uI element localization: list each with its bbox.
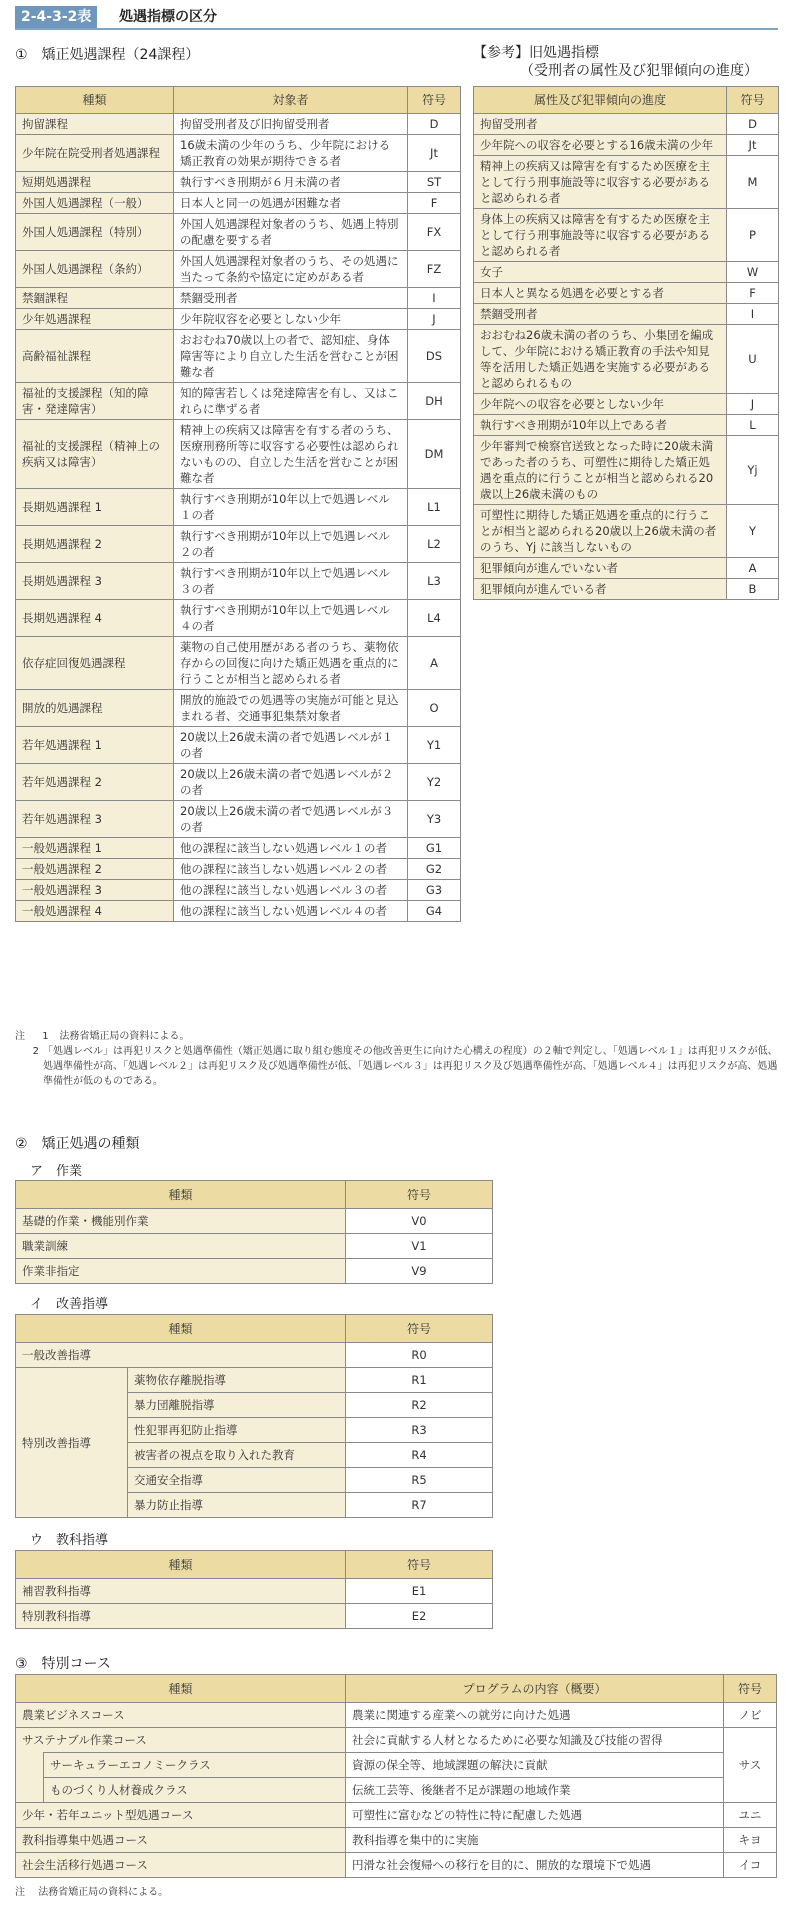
page-title: 処遇指標の区分 xyxy=(119,9,217,25)
kind-cell: 特別教科指導 xyxy=(16,1604,346,1629)
section1-heading: ① 矯正処遇課程（24課程） xyxy=(15,47,200,63)
kind-cell: 少年処遇課程 xyxy=(16,309,174,330)
table-row xyxy=(16,637,461,690)
code-cell: F xyxy=(727,283,779,304)
target-cell: 知的障害若しくは発達障害を有し、又はこれらに準ずる者 xyxy=(174,383,408,420)
kind-cell: 福祉的支援課程（精神上の疾病又は障害） xyxy=(16,420,174,489)
code-cell: L1 xyxy=(408,489,461,526)
kind-cell: 高齢福祉課程 xyxy=(16,330,174,383)
table-row xyxy=(16,1209,493,1234)
content-cell: 農業に関連する産業への就労に向けた処遇 xyxy=(346,1703,724,1728)
reference-heading: 【参考】旧処遇指標 （受刑者の属性及び犯罪傾向の進度） xyxy=(473,45,758,79)
kind-cell: ものづくり人材養成クラス xyxy=(44,1778,346,1803)
kind-cell: サーキュラーエコノミークラス xyxy=(44,1753,346,1778)
kind-cell: 若年処遇課程 3 xyxy=(16,801,174,838)
note-1: 注 1 法務省矯正局の資料による。 xyxy=(15,1031,190,1042)
table-row xyxy=(16,600,461,637)
code-cell: W xyxy=(727,262,779,283)
target-cell: 執行すべき刑期が６月未満の者 xyxy=(174,172,408,193)
code-cell: DM xyxy=(408,420,461,489)
code-cell: O xyxy=(408,690,461,727)
kind-cell: 少年院在院受刑者処遇課程 xyxy=(16,135,174,172)
table-row xyxy=(16,727,461,764)
reference-table xyxy=(473,86,779,600)
kind-cell: 禁錮課程 xyxy=(16,288,174,309)
kind-cell: 作業非指定 xyxy=(16,1259,346,1284)
target-cell: 執行すべき刑期が10年以上で処遇レベル１の者 xyxy=(174,489,408,526)
content-cell: 円滑な社会復帰への移行を目的に、開放的な環境下で処遇 xyxy=(346,1853,724,1878)
code-cell: ユニ xyxy=(724,1803,777,1828)
column-header-code: 符号 xyxy=(724,1675,777,1703)
guidance-table xyxy=(15,1314,493,1518)
education-table xyxy=(15,1550,493,1629)
table-number-badge: 2-4-3-2表 xyxy=(15,6,97,28)
column-header-code: 符号 xyxy=(346,1181,493,1209)
table-row xyxy=(16,1343,493,1368)
table-row xyxy=(474,283,779,304)
table-row xyxy=(16,901,461,922)
column-header-code: 符号 xyxy=(727,87,779,114)
table-row xyxy=(474,135,779,156)
content-cell: 教科指導を集中的に実施 xyxy=(346,1828,724,1853)
table-row xyxy=(474,325,779,394)
section2-heading: ② 矯正処遇の種類 xyxy=(15,1136,140,1152)
table-row xyxy=(16,764,461,801)
column-header-target: 対象者 xyxy=(174,87,408,114)
table-row xyxy=(474,558,779,579)
code-cell: キヨ xyxy=(724,1828,777,1853)
kind-cell: 交通安全指導 xyxy=(128,1468,346,1493)
target-cell: 外国人処遇課程対象者のうち、その処遇に当たって条約や協定に定めがある者 xyxy=(174,251,408,288)
table-row xyxy=(16,1753,777,1778)
code-cell: U xyxy=(727,325,779,394)
target-cell: 16歳未満の少年のうち、少年院における矯正教育の効果が期待できる者 xyxy=(174,135,408,172)
table-row xyxy=(16,859,461,880)
target-cell: おおむね70歳以上の者で、認知症、身体障害等により自立した生活を営むことが困難な者 xyxy=(174,330,408,383)
target-cell: 20歳以上26歳未満の者で処遇レベルが１の者 xyxy=(174,727,408,764)
kind-cell: サステナブル作業コース xyxy=(16,1728,346,1753)
code-cell: ST xyxy=(408,172,461,193)
work-heading: ア 作業 xyxy=(30,1164,83,1179)
indent-cell xyxy=(16,1753,44,1803)
kind-cell: 暴力防止指導 xyxy=(128,1493,346,1518)
code-cell: E2 xyxy=(346,1604,493,1629)
kind-cell: 長期処遇課程 3 xyxy=(16,563,174,600)
table-row xyxy=(16,214,461,251)
target-cell: 薬物の自己使用歴がある者のうち、薬物依存からの回復に向けた矯正処遇を重点的に行うことが相当と認められる者 xyxy=(174,637,408,690)
code-cell: V9 xyxy=(346,1259,493,1284)
kind-cell: 外国人処遇課程（特別） xyxy=(16,214,174,251)
content-cell: 可塑性に富むなどの特性に特に配慮した処遇 xyxy=(346,1803,724,1828)
kind-cell: 短期処遇課程 xyxy=(16,172,174,193)
note-2: 2 「処遇レベル」は再犯リスクと処遇準備性（矯正処遇に取り組む態度その他改善更生に向けた心構えの程度）の２軸で判定し、「処遇レベル１」は再犯リスクが低、処遇準備性が高、「処遇レベル２」は再犯リスク及び処遇準備性が低、「処遇レベル３」は再犯リスク及び処遇準備性が高、「処遇レベル４」は再犯リスクが高、処遇準備性が低のものである。 xyxy=(32,1046,778,1087)
kind-cell: 教科指導集中処遇コース xyxy=(16,1828,346,1853)
table-row xyxy=(16,1259,493,1284)
section1-notes xyxy=(15,1029,778,1089)
table-row xyxy=(474,436,779,505)
kind-cell: 薬物依存離脱指導 xyxy=(128,1368,346,1393)
target-cell: 他の課程に該当しない処遇レベル２の者 xyxy=(174,859,408,880)
kind-cell: 被害者の視点を取り入れた教育 xyxy=(128,1443,346,1468)
column-header-kind: 種類 xyxy=(16,1551,346,1579)
attribute-cell: 少年院への収容を必要としない少年 xyxy=(474,394,727,415)
code-cell: L4 xyxy=(408,600,461,637)
kind-cell: 一般処遇課程 1 xyxy=(16,838,174,859)
table-row xyxy=(16,420,461,489)
table-row xyxy=(16,1853,777,1878)
kind-cell: 職業訓練 xyxy=(16,1234,346,1259)
column-header-kind: 種類 xyxy=(16,1315,346,1343)
table-row xyxy=(474,114,779,135)
table-row xyxy=(16,880,461,901)
code-cell: I xyxy=(408,288,461,309)
table-row xyxy=(16,330,461,383)
code-cell: FX xyxy=(408,214,461,251)
content-cell: 資源の保全等、地域課題の解決に貢献 xyxy=(346,1753,724,1778)
table-row xyxy=(16,288,461,309)
table-row xyxy=(474,505,779,558)
code-cell: Jt xyxy=(727,135,779,156)
code-cell: F xyxy=(408,193,461,214)
target-cell: 20歳以上26歳未満の者で処遇レベルが３の者 xyxy=(174,801,408,838)
table-row xyxy=(16,1828,777,1853)
kind-cell: 若年処遇課程 1 xyxy=(16,727,174,764)
kind-cell: 福祉的支援課程（知的障害・発達障害） xyxy=(16,383,174,420)
column-header-kind: 種類 xyxy=(16,1675,346,1703)
code-cell: A xyxy=(727,558,779,579)
kind-cell: 外国人処遇課程（条約） xyxy=(16,251,174,288)
attribute-cell: おおむね26歳未満の者のうち、小集団を編成して、少年院における矯正教育の手法や知見等を活用した矯正処遇を実施する必要があると認められるもの xyxy=(474,325,727,394)
code-cell: L2 xyxy=(408,526,461,563)
code-cell: Y xyxy=(727,505,779,558)
target-cell: 開放的施設での処遇等の実施が可能と見込まれる者、交通事犯集禁対象者 xyxy=(174,690,408,727)
code-cell: M xyxy=(727,156,779,209)
code-cell: G2 xyxy=(408,859,461,880)
table-row xyxy=(16,838,461,859)
code-cell: E1 xyxy=(346,1579,493,1604)
code-cell: イコ xyxy=(724,1853,777,1878)
attribute-cell: 禁錮受刑者 xyxy=(474,304,727,325)
code-cell: I xyxy=(727,304,779,325)
table-row xyxy=(16,1368,493,1393)
code-cell: V1 xyxy=(346,1234,493,1259)
kind-cell: 農業ビジネスコース xyxy=(16,1703,346,1728)
special-course-table xyxy=(15,1674,777,1878)
code-cell: Yj xyxy=(727,436,779,505)
code-cell: ノビ xyxy=(724,1703,777,1728)
code-cell: Y2 xyxy=(408,764,461,801)
table-row xyxy=(16,690,461,727)
table-row xyxy=(474,579,779,600)
table-row xyxy=(16,563,461,600)
code-cell: DH xyxy=(408,383,461,420)
kind-cell: 若年処遇課程 2 xyxy=(16,764,174,801)
code-cell: A xyxy=(408,637,461,690)
target-cell: 執行すべき刑期が10年以上で処遇レベル３の者 xyxy=(174,563,408,600)
code-cell: FZ xyxy=(408,251,461,288)
table-row xyxy=(474,304,779,325)
column-header-code: 符号 xyxy=(346,1551,493,1579)
target-cell: 他の課程に該当しない処遇レベル４の者 xyxy=(174,901,408,922)
code-cell: R3 xyxy=(346,1418,493,1443)
code-cell: Y1 xyxy=(408,727,461,764)
column-header-kind: 種類 xyxy=(16,1181,346,1209)
target-cell: 禁錮受刑者 xyxy=(174,288,408,309)
kind-cell: 一般処遇課程 4 xyxy=(16,901,174,922)
table-row xyxy=(16,1728,777,1753)
code-cell: B xyxy=(727,579,779,600)
table-row xyxy=(16,193,461,214)
code-cell: DS xyxy=(408,330,461,383)
code-cell: サス xyxy=(724,1728,777,1803)
kind-cell: 拘留課程 xyxy=(16,114,174,135)
attribute-cell: 犯罪傾向が進んでいる者 xyxy=(474,579,727,600)
kind-cell: 長期処遇課程 4 xyxy=(16,600,174,637)
target-cell: 他の課程に該当しない処遇レベル１の者 xyxy=(174,838,408,859)
table-row xyxy=(474,262,779,283)
column-header-content: プログラムの内容（概要） xyxy=(346,1675,724,1703)
table-row xyxy=(16,383,461,420)
code-cell: G4 xyxy=(408,901,461,922)
table-row xyxy=(16,172,461,193)
guidance-heading: イ 改善指導 xyxy=(30,1297,109,1312)
target-cell: 他の課程に該当しない処遇レベル３の者 xyxy=(174,880,408,901)
kind-cell: 依存症回復処遇課程 xyxy=(16,637,174,690)
target-cell: 20歳以上26歳未満の者で処遇レベルが２の者 xyxy=(174,764,408,801)
attribute-cell: 身体上の疾病又は障害を有するため医療を主として行う刑事施設等に収容する必要があると認められる者 xyxy=(474,209,727,262)
code-cell: R7 xyxy=(346,1493,493,1518)
table-row xyxy=(16,1579,493,1604)
table-row xyxy=(16,526,461,563)
attribute-cell: 少年審判で検察官送致となった時に20歳未満であった者のうち、可塑性に期待した矯正処遇を重点的に行うことが相当と認められる20歳以上26歳未満のもの xyxy=(474,436,727,505)
table-row xyxy=(16,1803,777,1828)
section3-note: 注 法務省矯正局の資料による。 xyxy=(15,1887,169,1898)
education-heading: ウ 教科指導 xyxy=(30,1533,109,1548)
attribute-cell: 少年院への収容を必要とする16歳未満の少年 xyxy=(474,135,727,156)
table-row xyxy=(16,489,461,526)
attribute-cell: 日本人と異なる処遇を必要とする者 xyxy=(474,283,727,304)
code-cell: Y3 xyxy=(408,801,461,838)
code-cell: R5 xyxy=(346,1468,493,1493)
work-table xyxy=(15,1180,493,1284)
table-row xyxy=(474,209,779,262)
code-cell: R4 xyxy=(346,1443,493,1468)
table-row xyxy=(474,156,779,209)
table-row xyxy=(474,394,779,415)
code-cell: Jt xyxy=(408,135,461,172)
content-cell: 伝統工芸等、後継者不足が課題の地域作業 xyxy=(346,1778,724,1803)
attribute-cell: 可塑性に期待した矯正処遇を重点的に行うことが相当と認められる20歳以上26歳未満の者のうち、Yj に該当しないもの xyxy=(474,505,727,558)
column-header-attribute: 属性及び犯罪傾向の進度 xyxy=(474,87,727,114)
code-cell: D xyxy=(727,114,779,135)
kind-cell: 基礎的作業・機能別作業 xyxy=(16,1209,346,1234)
code-cell: D xyxy=(408,114,461,135)
table-row xyxy=(16,1234,493,1259)
code-cell: P xyxy=(727,209,779,262)
kind-cell: 補習教科指導 xyxy=(16,1579,346,1604)
kind-cell: 暴力団離脱指導 xyxy=(128,1393,346,1418)
kind-cell: 長期処遇課程 1 xyxy=(16,489,174,526)
kind-cell: 開放的処遇課程 xyxy=(16,690,174,727)
target-cell: 外国人処遇課程対象者のうち、処遇上特別の配慮を要する者 xyxy=(174,214,408,251)
group-cell: 特別改善指導 xyxy=(16,1368,128,1518)
table-row xyxy=(16,135,461,172)
attribute-cell: 精神上の疾病又は障害を有するため医療を主として行う刑事施設等に収容する必要があると認められる者 xyxy=(474,156,727,209)
content-cell: 社会に貢献する人材となるために必要な知識及び技能の習得 xyxy=(346,1728,724,1753)
kind-cell: 長期処遇課程 2 xyxy=(16,526,174,563)
figure-title-bar xyxy=(15,6,778,30)
column-header-kind: 種類 xyxy=(16,87,174,114)
table-row xyxy=(16,309,461,330)
section3-heading: ③ 特別コース xyxy=(15,1656,111,1672)
target-cell: 執行すべき刑期が10年以上で処遇レベル４の者 xyxy=(174,600,408,637)
code-cell: L xyxy=(727,415,779,436)
table-row xyxy=(16,1703,777,1728)
attribute-cell: 拘留受刑者 xyxy=(474,114,727,135)
attribute-cell: 執行すべき刑期が10年以上である者 xyxy=(474,415,727,436)
target-cell: 少年院収容を必要としない少年 xyxy=(174,309,408,330)
kind-cell: 一般処遇課程 2 xyxy=(16,859,174,880)
table-row xyxy=(16,801,461,838)
kind-cell: 社会生活移行処遇コース xyxy=(16,1853,346,1878)
kind-cell: 一般改善指導 xyxy=(16,1343,346,1368)
column-header-code: 符号 xyxy=(346,1315,493,1343)
kind-cell: 少年・若年ユニット型処遇コース xyxy=(16,1803,346,1828)
column-header-code: 符号 xyxy=(408,87,461,114)
code-cell: G3 xyxy=(408,880,461,901)
target-cell: 精神上の疾病又は障害を有する者のうち、医療刑務所等に収容する必要性は認められないものの、自立した生活を営むことが困難な者 xyxy=(174,420,408,489)
code-cell: V0 xyxy=(346,1209,493,1234)
table-row xyxy=(16,251,461,288)
code-cell: R1 xyxy=(346,1368,493,1393)
code-cell: J xyxy=(727,394,779,415)
code-cell: G1 xyxy=(408,838,461,859)
attribute-cell: 犯罪傾向が進んでいない者 xyxy=(474,558,727,579)
table-row xyxy=(16,114,461,135)
table-row xyxy=(16,1778,777,1803)
target-cell: 日本人と同一の処遇が困難な者 xyxy=(174,193,408,214)
table-row xyxy=(474,415,779,436)
code-cell: R2 xyxy=(346,1393,493,1418)
kind-cell: 外国人処遇課程（一般） xyxy=(16,193,174,214)
kind-cell: 性犯罪再犯防止指導 xyxy=(128,1418,346,1443)
kind-cell: 一般処遇課程 3 xyxy=(16,880,174,901)
code-cell: R0 xyxy=(346,1343,493,1368)
code-cell: L3 xyxy=(408,563,461,600)
code-cell: J xyxy=(408,309,461,330)
target-cell: 拘留受刑者及び旧拘留受刑者 xyxy=(174,114,408,135)
course-table xyxy=(15,86,461,922)
attribute-cell: 女子 xyxy=(474,262,727,283)
table-row xyxy=(16,1604,493,1629)
target-cell: 執行すべき刑期が10年以上で処遇レベル２の者 xyxy=(174,526,408,563)
